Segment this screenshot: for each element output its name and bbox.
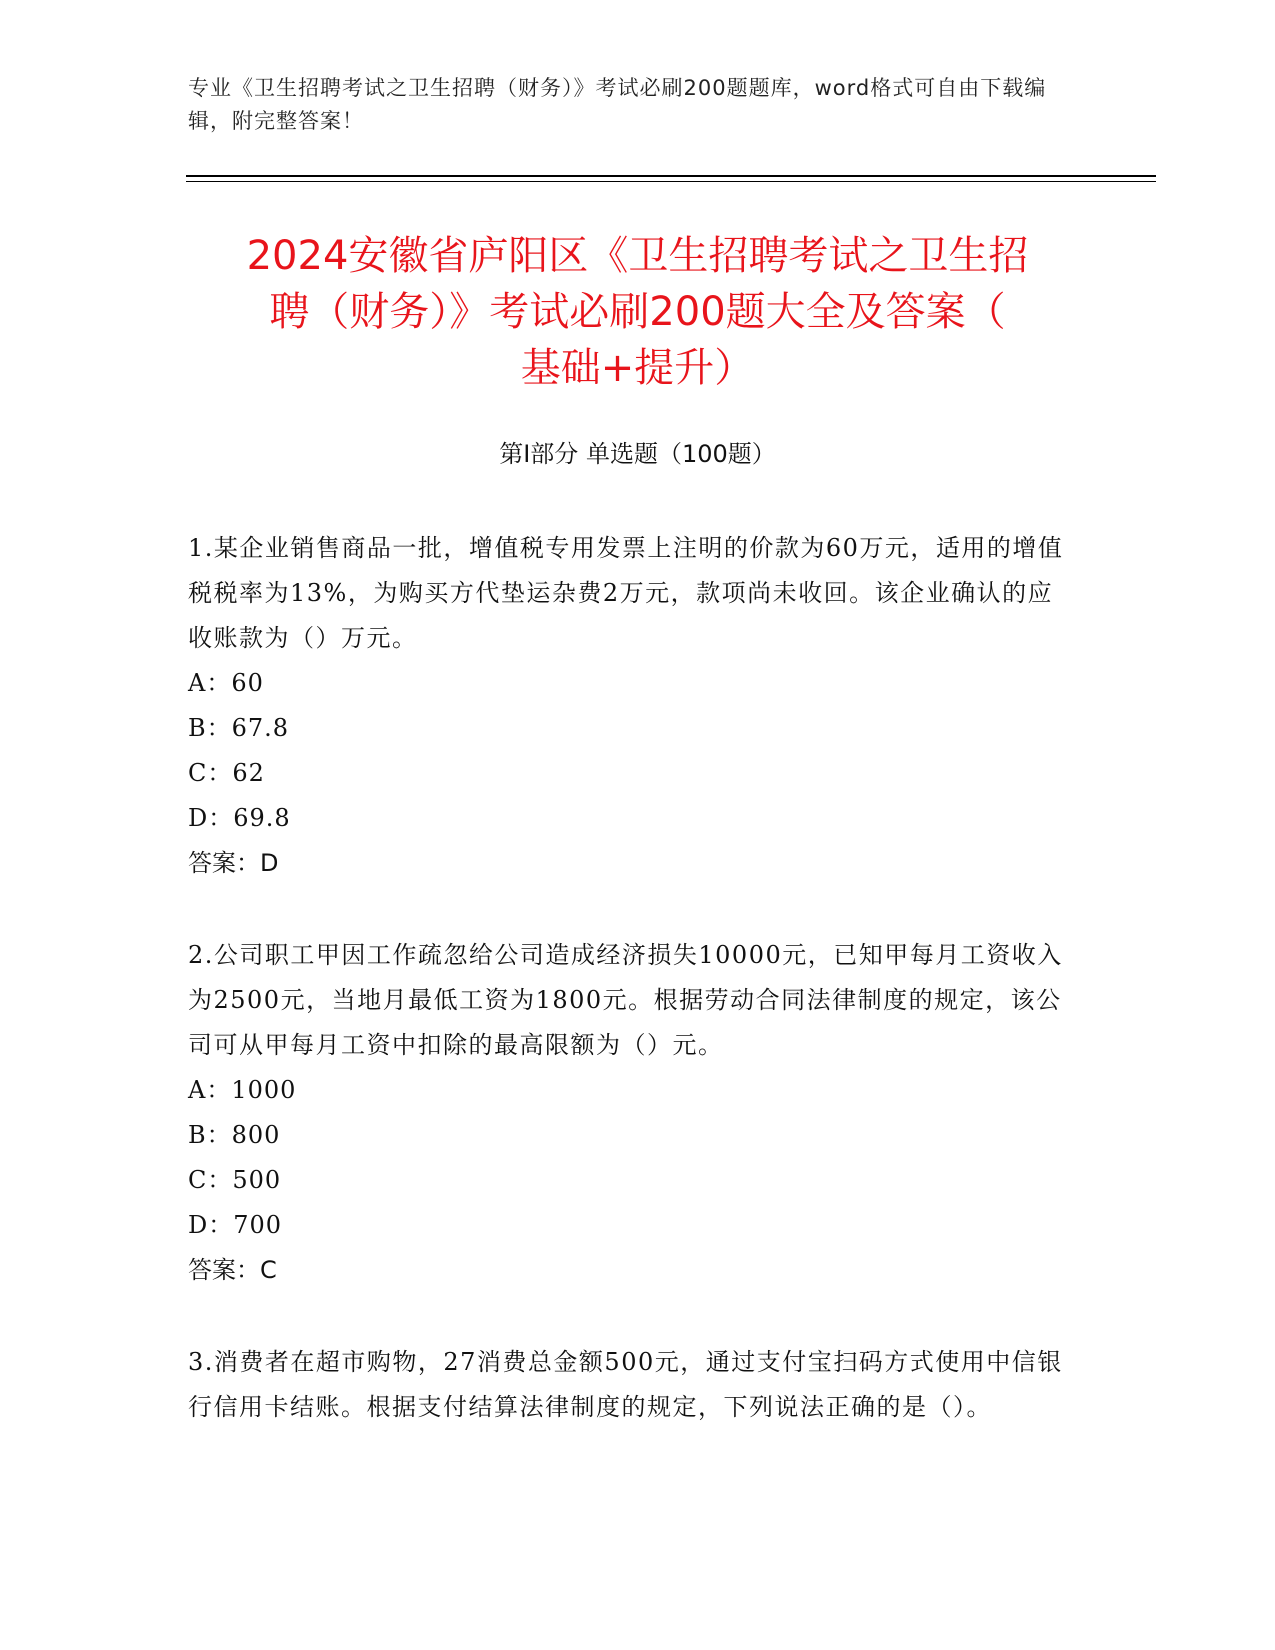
option-a: A：60 [188,669,264,697]
title-line-2: 聘（财务）》考试必刷200题大全及答案（ [269,289,1006,335]
question-stem: 3.消费者在超市购物，27消费总金额500元，通过支付宝扫码方式使用中信银行信用卡结账。根据支付结算法律制度的规定，下列说法正确的是（）。 [188,1348,1063,1421]
question-1 [188,526,1068,886]
option-c: C：62 [188,759,265,787]
header-note: 专业《卫生招聘考试之卫生招聘（财务）》考试必刷200题题库，word格式可自由下载编辑，附完整答案！ [188,76,1047,133]
section-heading: 第I部分 单选题（100题） [499,440,776,468]
option-d: D：700 [188,1211,283,1239]
option-d: D：69.8 [188,804,291,832]
option-b: B：67.8 [188,714,290,742]
title-line-1: 2024安徽省庐阳区《卫生招聘考试之卫生招 [246,233,1029,279]
answer-line: 答案：C [188,1256,277,1284]
question-stem: 1.某企业销售商品一批，增值税专用发票上注明的价款为60万元，适用的增值税税率为13%，为购买方代垫运杂费2万元，款项尚未收回。该企业确认的应收账款为（）万元。 [188,534,1064,652]
question-stem: 2.公司职工甲因工作疏忽给公司造成经济损失10000元，已知甲每月工资收入为2500元，当地月最低工资为1800元。根据劳动合同法律制度的规定，该公司可从甲每月工资中扣除的最高限额为（）元。 [188,941,1063,1059]
question-2 [188,933,1068,1293]
title-line-3: 基础+提升） [520,345,755,391]
option-a: A：1000 [188,1076,297,1104]
document-title [170,228,1105,396]
header-divider-thin [186,181,1156,182]
option-b: B：800 [188,1121,281,1149]
question-3 [188,1340,1068,1430]
answer-line: 答案：D [188,849,279,877]
header-divider-thick [186,175,1156,177]
option-c: C：500 [188,1166,282,1194]
